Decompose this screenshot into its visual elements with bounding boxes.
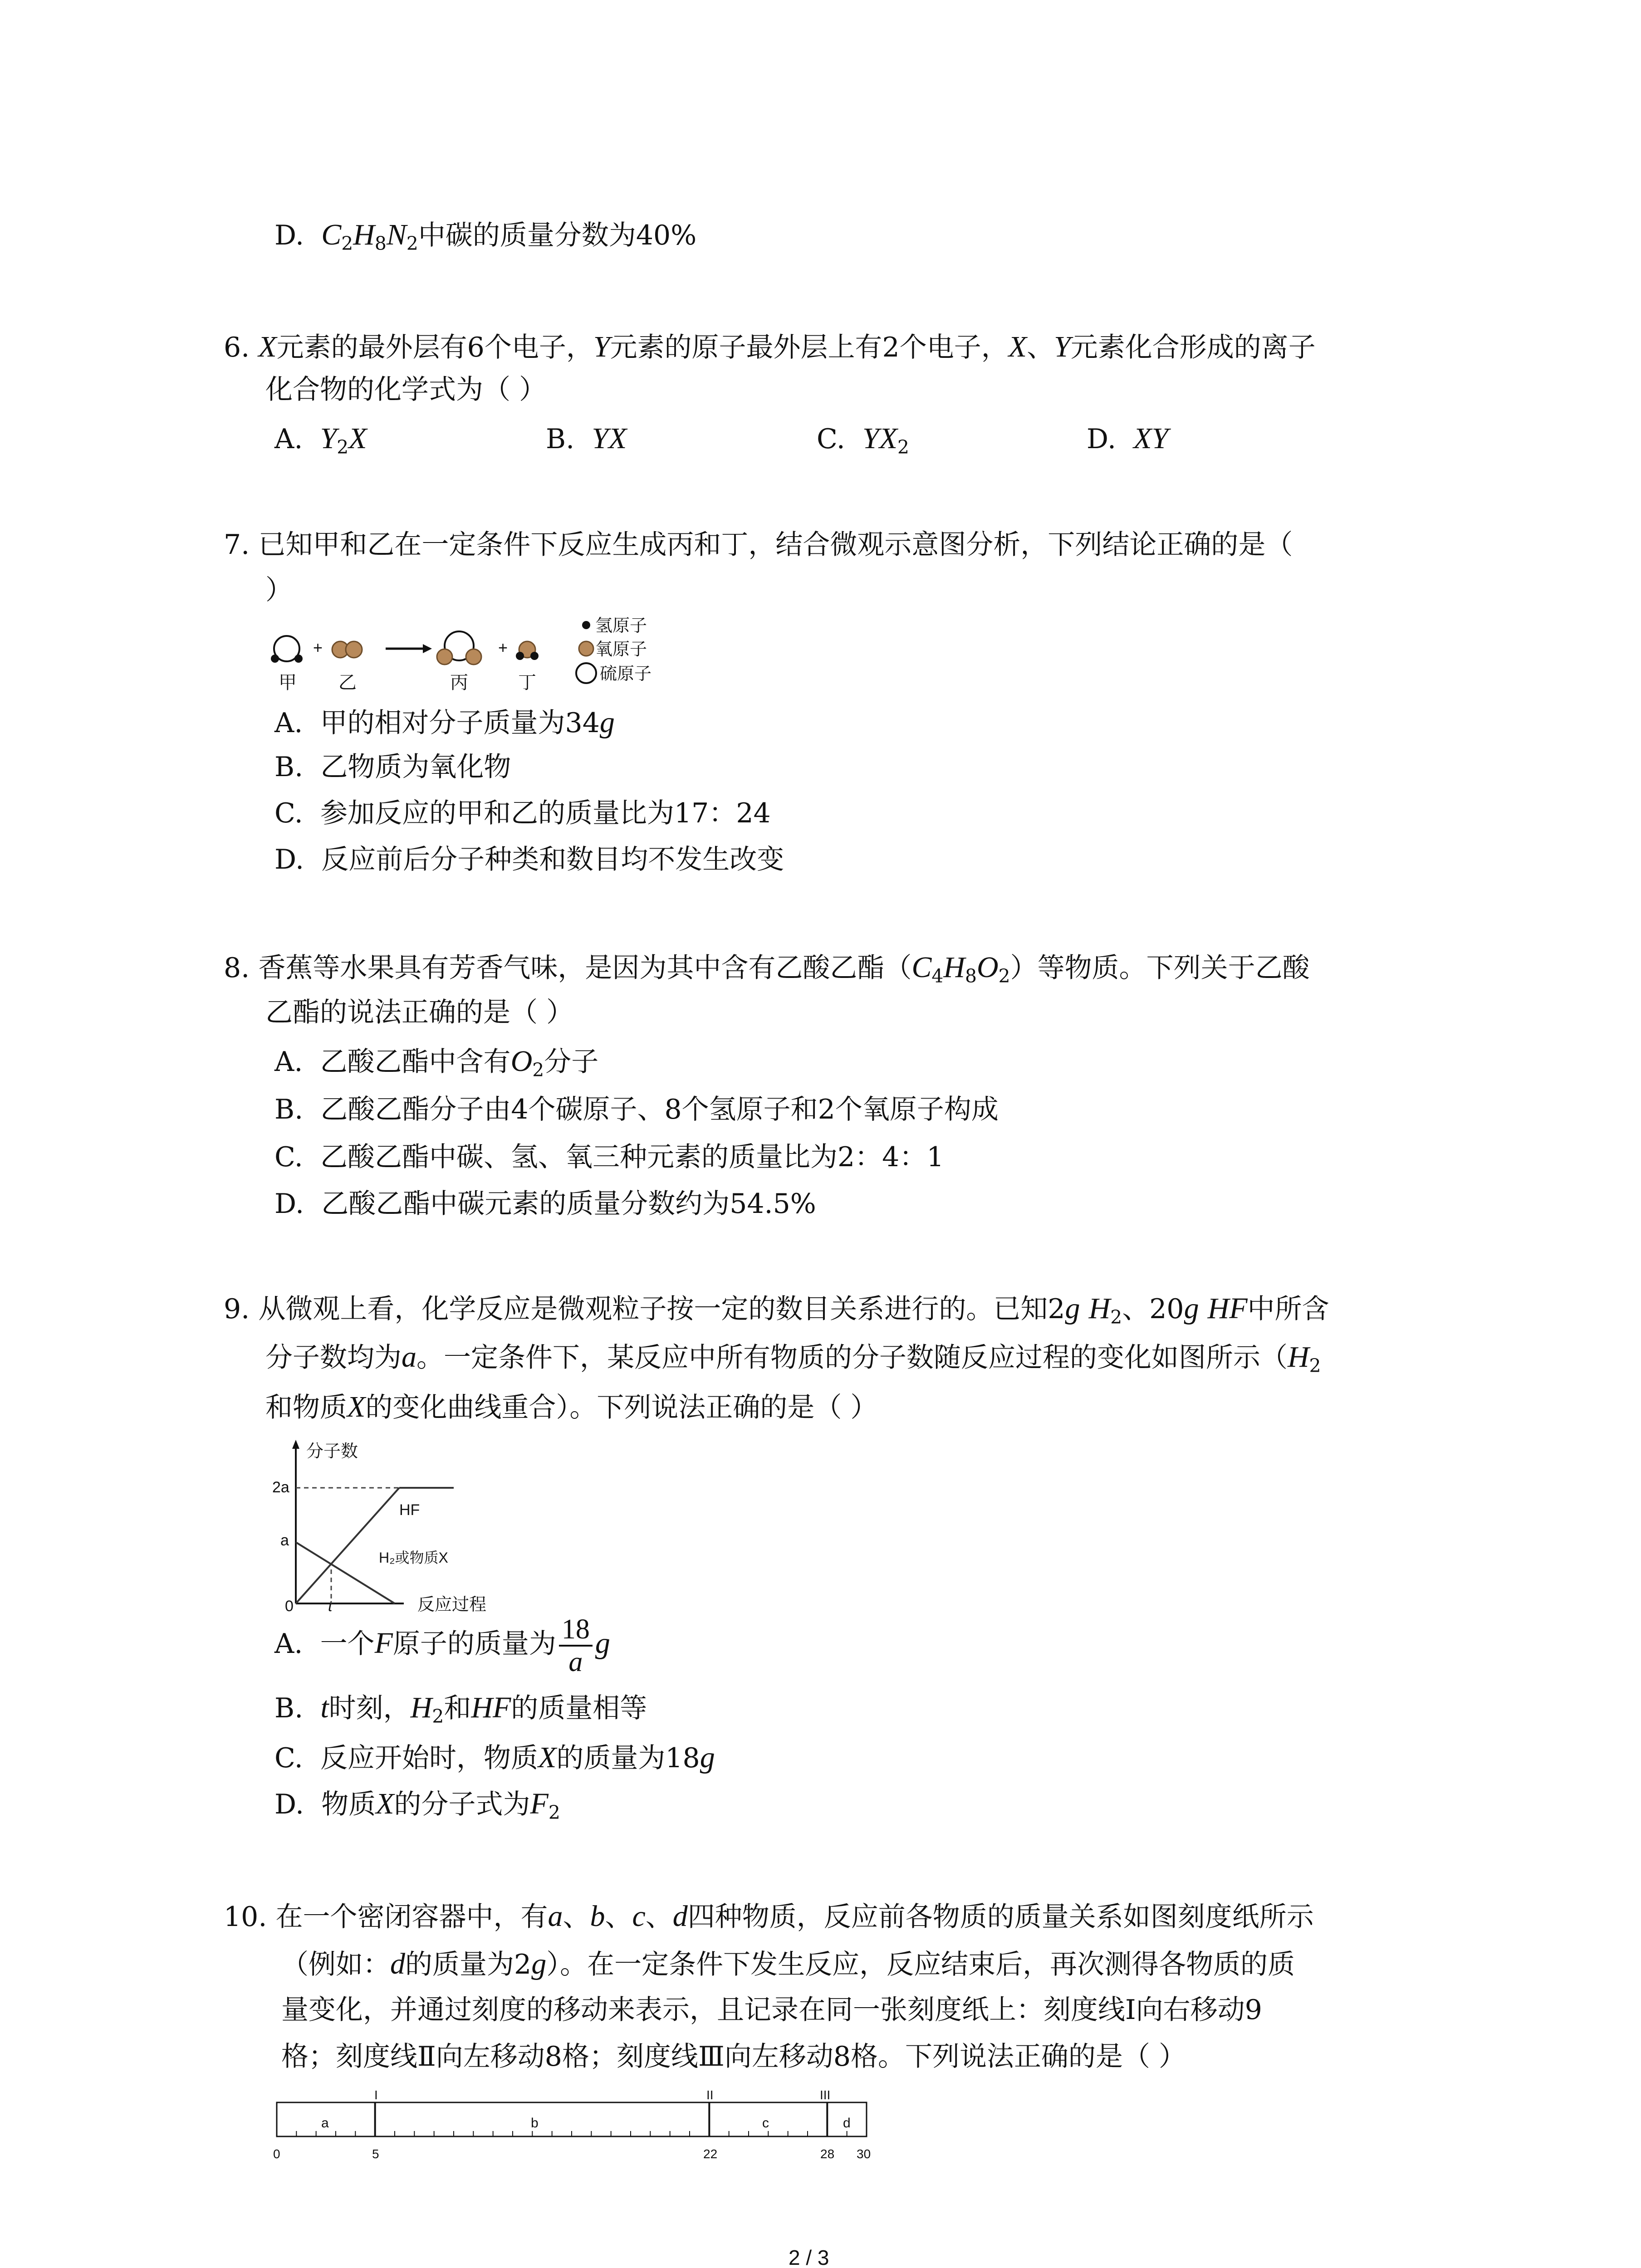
reaction-arrow (386, 644, 432, 653)
mark-I-label: I (374, 2088, 378, 2102)
q6-option-d[interactable]: D. XY (1087, 422, 1169, 455)
segment-c: c (762, 2116, 769, 2131)
q8-option-c[interactable]: C. 乙酸乙酯中碳、氢、氧三种元素的质量比为2：4：1 (274, 1141, 944, 1173)
series-label-hf: HF (399, 1501, 420, 1519)
label-jia: 甲 (279, 673, 297, 693)
page-number: 2 / 3 (789, 2246, 829, 2268)
q9-option-b[interactable]: B. t时刻，$H_2$和HF的质量相等 (274, 1691, 647, 1728)
mark-III-label: III (820, 2088, 831, 2102)
q7-option-c[interactable]: C. 参加反应的甲和乙的质量比为17：24 (274, 797, 771, 829)
legend-hydrogen-swatch (582, 621, 590, 629)
mark-II-label: II (706, 2088, 714, 2102)
question-number: 9. (224, 1293, 250, 1325)
option-label: D. (274, 220, 304, 251)
q9-line-chart (263, 1433, 544, 1615)
q8-option-d[interactable]: D. 乙酸乙酯中碳元素的质量分数约为54.5% (274, 1188, 816, 1220)
q10-stem-line1: 10. 在一个密闭容器中，有a、b、c、d四种物质，反应前各物质的质量关系如图刻度纸所示 (224, 1900, 1314, 1933)
q5-option-d: D. $C_2H_8N_2$中碳的质量分数为40% (274, 218, 697, 255)
q7-molecule-diagram (263, 617, 717, 694)
series-label-h2: H₂或物质X (379, 1549, 448, 1566)
legend-sulfur: 硫原子 (600, 665, 652, 684)
q6-option-b[interactable]: B. YX (546, 422, 627, 455)
q9-option-c[interactable]: C. 反应开始时，物质X的质量为18g (274, 1741, 715, 1774)
segment-a: a (321, 2116, 329, 2131)
tick-label-30: 30 (857, 2147, 871, 2161)
series-hf-line (296, 1488, 399, 1603)
segment-d: d (843, 2116, 851, 2131)
y-axis-label: 分子数 (306, 1442, 358, 1461)
tick-label-28: 28 (820, 2147, 835, 2161)
label-bing: 丙 (450, 673, 468, 693)
tick-label-5: 5 (372, 2147, 379, 2161)
q10-stem-line4: 格；刻度线Ⅱ向左移动8格；刻度线Ⅲ向左移动8格。下列说法正确的是（ ） (281, 2041, 1186, 2072)
chart-axes (292, 1440, 404, 1603)
q6-stem-line1: 6. X元素的最外层有6个电子，Y元素的原子最外层上有2个电子，X、Y元素化合形成的离子 (224, 330, 1316, 363)
q9-stem-line2: 分子数均为a。一定条件下，某反应中所有物质的分子数随反应过程的变化如图所示（$H_2$ (265, 1340, 1321, 1377)
molecule-yi (332, 641, 362, 658)
q7-stem-line2: ） (265, 574, 293, 606)
q10-stem-line3: 量变化，并通过刻度的移动来表示，且记录在同一张刻度纸上：刻度线Ⅰ向右移动9 (281, 1994, 1262, 2026)
molecule-bing (437, 631, 481, 665)
q10-stem-line2: （例如：d的质量为2g）。在一定条件下发生反应，反应结束后，再次测得各物质的质 (281, 1947, 1295, 1980)
q9-stem-line1: 9. 从微观上看，化学反应是微观粒子按一定的数目关系进行的。已知2g $H_2$、20g HF中所含 (224, 1292, 1329, 1329)
y-tick-a: a (280, 1532, 289, 1549)
q7-option-b[interactable]: B. 乙物质为氧化物 (274, 751, 511, 783)
legend-hydrogen: 氢原子 (595, 617, 647, 635)
molecule-jia (271, 636, 303, 663)
q8-stem-line1: 8. 香蕉等水果具有芳香气味，是因为其中含有乙酸乙酯$(C_4H_8O_2)$等物质。下列关于乙酸 (224, 951, 1310, 987)
plus-sign: + (498, 638, 508, 657)
q7-option-d[interactable]: D. 反应前后分子种类和数目均不发生改变 (274, 844, 784, 875)
question-number: 6. (224, 332, 250, 363)
legend-oxygen: 氧原子 (595, 640, 647, 659)
y-tick-2a: 2a (272, 1479, 289, 1496)
x-axis-label: 反应过程 (417, 1595, 487, 1614)
tick-label-22: 22 (703, 2147, 718, 2161)
fraction: $\frac{18}{a}$ (559, 1614, 593, 1677)
segment-b: b (531, 2116, 539, 2131)
q9-stem-line3: 和物质X的变化曲线重合）。下列说法正确的是（ ） (265, 1390, 878, 1423)
label-ding: 丁 (518, 673, 536, 693)
q6-option-c[interactable]: C. $YX_2$ (817, 422, 909, 459)
legend (576, 617, 652, 684)
x-tick-t: t (328, 1598, 333, 1615)
question-number: 8. (224, 952, 250, 984)
question-number: 7. (224, 529, 250, 561)
q7-option-a[interactable]: A. 甲的相对分子质量为34g (274, 706, 615, 739)
legend-sulfur-swatch (576, 663, 596, 683)
tick-label-0: 0 (273, 2147, 280, 2161)
q8-option-b[interactable]: B. 乙酸乙酯分子由4个碳原子、8个氢原子和2个氧原子构成 (274, 1094, 999, 1125)
q10-scale-ruler (268, 2082, 894, 2164)
molecule-ding (516, 641, 539, 660)
q8-option-a[interactable]: A. 乙酸乙酯中含有$O_2$分子 (274, 1045, 599, 1081)
x-tick-0: 0 (285, 1598, 294, 1615)
plus-sign: + (313, 638, 323, 657)
legend-oxygen-swatch (579, 641, 593, 656)
q8-stem-line2: 乙酯的说法正确的是（ ） (265, 997, 574, 1028)
label-yi: 乙 (338, 673, 357, 693)
q6-stem-line2: 化合物的化学式为（ ） (265, 374, 547, 406)
q7-stem-line1: 7. 已知甲和乙在一定条件下反应生成丙和丁，结合微观示意图分析，下列结论正确的是（ (224, 529, 1293, 561)
question-number: 10. (224, 1901, 267, 1933)
q9-option-a[interactable]: A. 一个F原子的质量为 $\frac{18}{a}$ g (274, 1614, 610, 1678)
q9-option-d[interactable]: D. 物质X的分子式为$F_2$ (274, 1787, 560, 1824)
q6-option-a[interactable]: A. $Y_2X$ (274, 422, 367, 459)
